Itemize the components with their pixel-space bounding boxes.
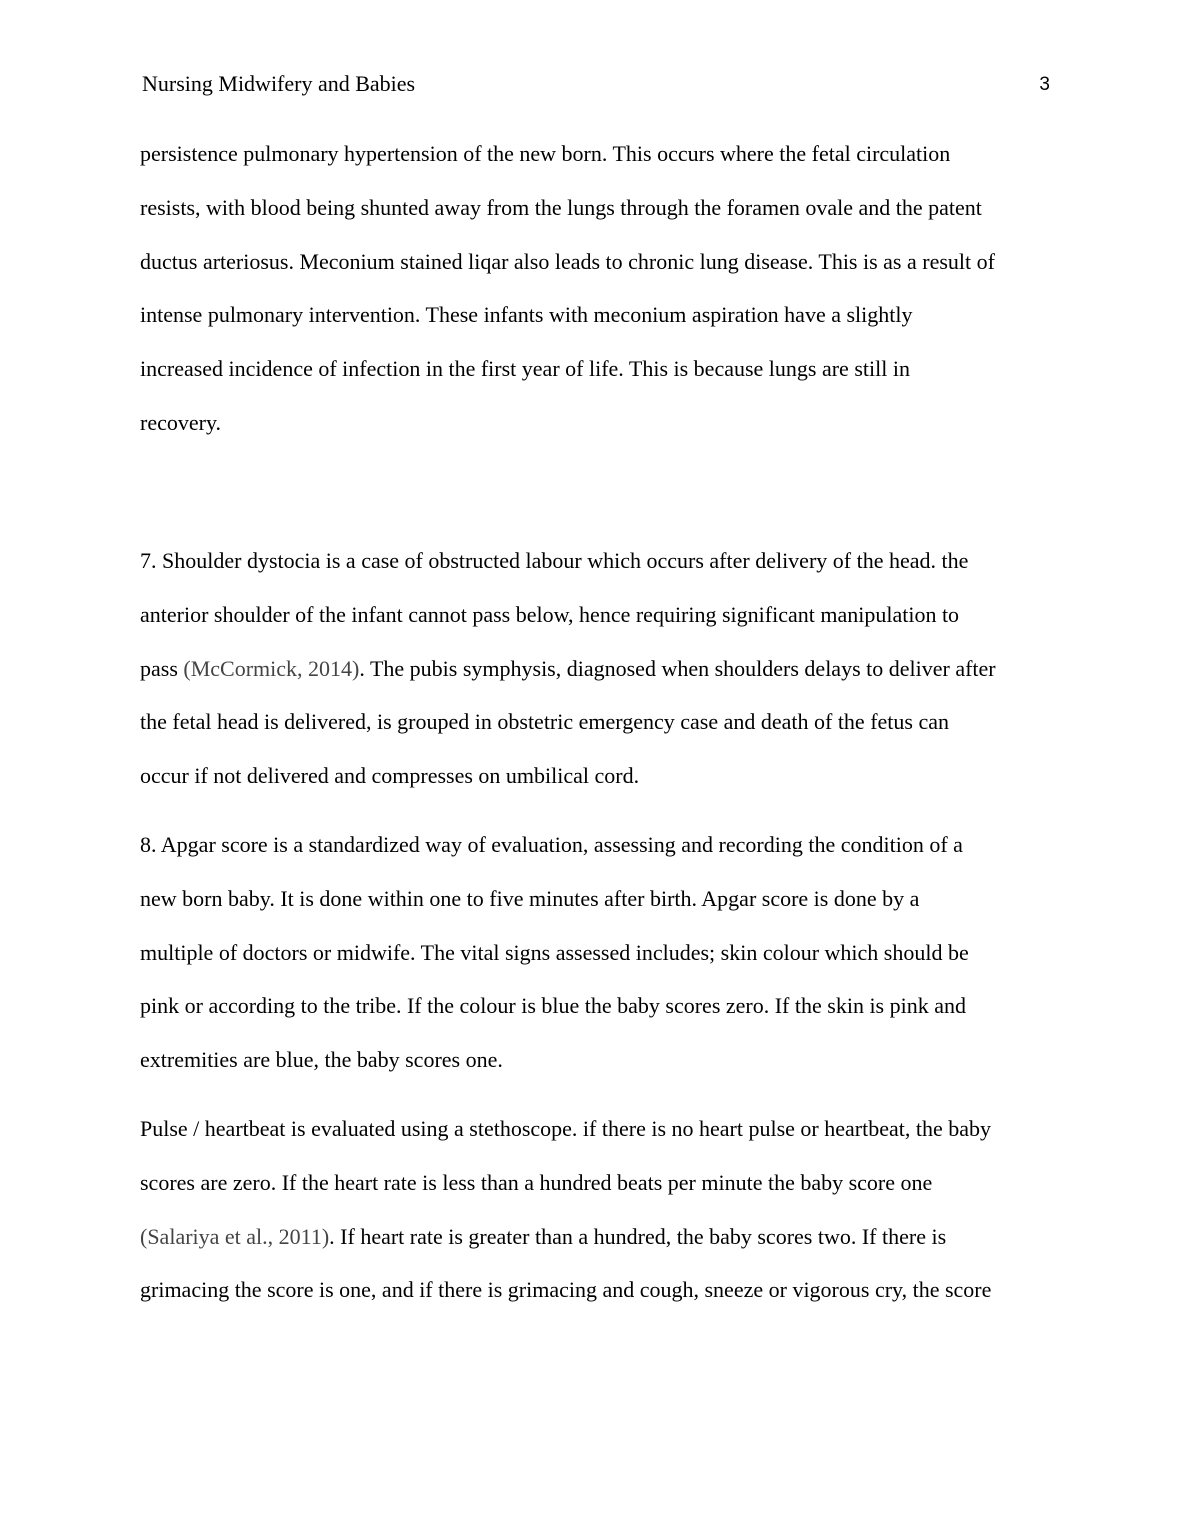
- citation: (Salariya et al., 2011): [140, 1223, 330, 1249]
- page-number: 3: [1039, 74, 1050, 95]
- text-fragment: pass: [140, 655, 184, 681]
- text-line: the fetal head is delivered, is grouped in obstetric emergency case and death of the fetus can: [140, 709, 949, 735]
- text-line: recovery.: [140, 409, 222, 435]
- text-line: anterior shoulder of the infant cannot pass below, hence requiring significant manipulation to: [140, 601, 960, 627]
- text-line: persistence pulmonary hypertension of the new born. This occurs where the fetal circulation: [140, 141, 951, 166]
- text-line: extremities are blue, the baby scores one.: [140, 1047, 503, 1073]
- text-line: increased incidence of infection in the first year of life. This is because lungs are still in: [140, 356, 910, 382]
- text-line: resists, with blood being shunted away from the lungs through the foramen ovale and the patent: [140, 194, 982, 220]
- text-line-with-citation: [140, 1223, 1055, 1277]
- text-line: 7. Shoulder dystocia is a case of obstructed labour which occurs after delivery of the head. the: [140, 548, 969, 573]
- citation: (McCormick, 2014): [183, 655, 360, 681]
- paragraph-meconium-complications: [140, 140, 1055, 463]
- text-line: grimacing the score is one, and if there is grimacing and cough, sneeze or vigorous cry, the score: [140, 1277, 992, 1303]
- text-fragment: . If heart rate is greater than a hundred, the baby scores two. If there is: [329, 1223, 947, 1249]
- paragraph-shoulder-dystocia: [140, 547, 1055, 816]
- text-line: multiple of doctors or midwife. The vital signs assessed includes; skin colour which should be: [140, 939, 969, 965]
- paragraph-apgar-score: [140, 831, 1055, 1100]
- paragraph-pulse-heartbeat: [140, 1115, 1055, 1330]
- text-line: Pulse / heartbeat is evaluated using a stethoscope. if there is no heart pulse or heartbeat, the baby: [140, 1116, 991, 1141]
- text-line: new born baby. It is done within one to five minutes after birth. Apgar score is done by a: [140, 885, 920, 911]
- text-line: occur if not delivered and compresses on umbilical cord.: [140, 763, 640, 789]
- text-line: 8. Apgar score is a standardized way of evaluation, assessing and recording the condition of a: [140, 832, 963, 857]
- text-line: intense pulmonary intervention. These infants with meconium aspiration have a slightly: [140, 302, 913, 328]
- text-line: scores are zero. If the heart rate is less than a hundred beats per minute the baby score one: [140, 1169, 933, 1195]
- text-fragment: . The pubis symphysis, diagnosed when shoulders delays to deliver after: [359, 655, 996, 681]
- text-line: pink or according to the tribe. If the colour is blue the baby scores zero. If the skin is pink and: [140, 993, 966, 1019]
- text-line: ductus arteriosus. Meconium stained liqar also leads to chronic lung disease. This is as a result of: [140, 248, 995, 274]
- text-line-with-citation: [140, 655, 1055, 709]
- running-head-title: Nursing Midwifery and Babies: [142, 71, 416, 96]
